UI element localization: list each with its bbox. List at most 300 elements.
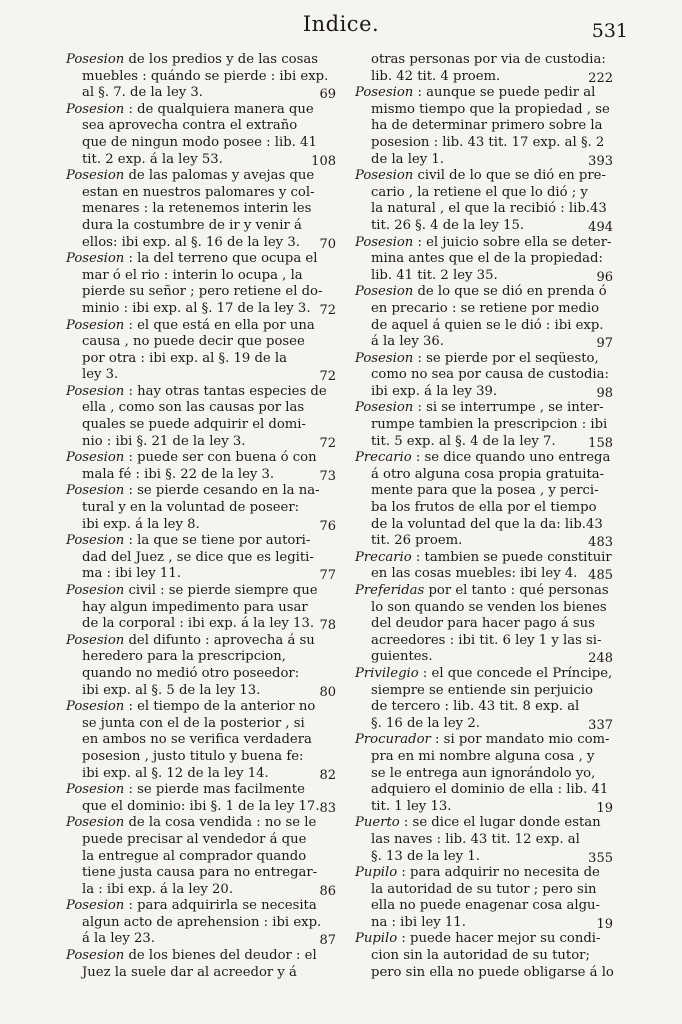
entry-line [355,699,613,716]
index-entry [355,583,613,666]
entry-line [66,69,336,86]
entry-line [66,849,336,866]
entry-line [355,367,613,384]
entry-text: : la del terreno que ocupa el [124,251,318,267]
index-entry [66,102,336,168]
entry-line [66,915,336,932]
entry-page-ref: 73 [319,468,336,484]
entry-text: tural y en la voluntad de poseer: [82,500,300,516]
entry-text: posesion : lib. 43 tit. 17 exp. al §. 2 [371,134,605,150]
entry-text: á otro alguna cosa propia gratuita- [371,466,605,482]
entry-text: mala fé : ibi §. 22 de la ley 3. [82,466,275,482]
entry-page-ref: 72 [319,369,336,385]
entry-line [355,965,613,982]
entry-line [66,517,336,534]
entry-text: que de ningun modo posee : lib. 41 [82,134,317,150]
entry-line [355,69,613,86]
entry-text: muebles : quándo se pierde : ibi exp. [82,68,329,84]
entry-text: otras personas por via de custodia: [371,52,606,67]
entry-line [355,882,613,899]
index-entry [66,782,336,815]
entry-line [355,102,613,119]
entry-headword: Puerto [355,815,400,831]
entry-text: mar ó el rio : interin lo ocupa , la [82,267,303,283]
entry-line [355,749,613,766]
index-entry [66,583,336,633]
entry-text: : el tiempo de la anterior no [124,699,316,715]
entry-line [355,865,613,882]
index-entry [355,815,613,865]
entry-text: : tambien se puede constituir [411,549,612,565]
index-entry [66,52,336,102]
entry-page-ref: 69 [319,87,336,103]
entry-text: : puede ser con buena ó con [124,450,317,466]
entry-text: hay algun impedimento para usar [82,599,308,615]
entry-headword: Pupilo [355,931,398,947]
entry-line [355,915,613,932]
entry-line [355,500,613,517]
entry-line [355,301,613,318]
entry-line [66,732,336,749]
entry-page-ref: 494 [588,219,613,235]
entry-line [66,683,336,700]
entry-line [355,716,613,733]
entry-line [355,600,613,617]
entry-line [66,832,336,849]
entry-page-ref: 96 [596,269,613,285]
entry-text: §. 13 de la ley 1. [371,848,480,864]
entry-text: ella , como son las causas por las [82,400,305,416]
entry-headword: Posesion [66,251,125,267]
entry-headword: Procurador [355,732,431,748]
entry-text: : puede hacer mejor su condi- [397,931,601,947]
index-column-right [355,52,613,981]
entry-line [355,384,613,401]
index-entry [355,284,613,350]
entry-line [66,450,336,467]
entry-line [355,251,613,268]
index-entry [355,400,613,450]
entry-line [355,185,613,202]
entry-text: : si por mandato mio com- [430,732,610,748]
entry-text: : hay otras tantas especies de [124,383,327,399]
entry-headword: Precario [355,549,412,565]
entry-text: adquiero el dominio de ella : lib. 41 [371,782,609,798]
entry-text: de las palomas y avejas que [124,168,315,184]
entry-text: tit. 2 exp. á la ley 53. [82,151,223,167]
entry-text: acreedores : ibi tit. 6 ley 1 y las si- [371,632,602,648]
entry-text: quales se puede adquirir el domi- [82,417,306,433]
entry-line [355,948,613,965]
entry-line [355,351,613,368]
entry-text: tit. 26 §. 4 de la ley 15. [371,217,525,233]
entry-text: por otra : ibi exp. al §. 19 de la [82,350,287,366]
entry-line [66,749,336,766]
index-entry [66,251,336,317]
entry-line [66,52,336,69]
index-entry [66,168,336,251]
index-entry [355,450,613,550]
entry-text: ibi exp. á la ley 8. [82,516,200,532]
entry-headword: Posesion [66,699,125,715]
entry-line [355,550,613,567]
entry-text: por el tanto : qué personas [424,583,609,598]
entry-line [66,483,336,500]
index-entry [66,898,336,948]
entry-text: de aquel á quien se le dió : ibi exp. [371,317,604,333]
entry-line [355,168,613,185]
entry-line [355,118,613,135]
entry-headword: Posesion [355,85,414,101]
entry-headword: Preferidas [355,583,425,598]
entry-headword: Posesion [66,317,125,333]
entry-text: : la que se tiene por autori- [124,533,311,549]
entry-line [66,931,336,948]
index-entry [66,450,336,483]
entry-line [66,85,336,102]
entry-headword: Posesion [355,234,414,250]
index-entry [355,168,613,234]
index-entry [355,865,613,931]
entry-headword: Posesion [66,533,125,549]
entry-headword: Posesion [66,898,125,914]
entry-line [66,500,336,517]
running-header-title: Indice. [302,12,380,36]
entry-line [355,218,613,235]
entry-text: ha de determinar primero sobre la [371,118,603,134]
entry-text: de lo que se dió en prenda ó [413,284,607,300]
entry-text: siempre se entiende sin perjuicio [371,682,593,698]
entry-headword: Posesion [66,383,125,399]
entry-line [66,268,336,285]
entry-text: cario , la retiene el que lo dió ; y [371,184,588,200]
entry-text: la natural , el que la recibió : lib.43 [371,201,607,217]
entry-page-ref: 248 [588,651,613,667]
entry-page-ref: 108 [311,153,336,169]
entry-line [355,649,613,666]
index-entry [355,85,613,168]
entry-text: : se pierde mas facilmente [124,782,305,798]
index-entry [355,550,613,583]
entry-line [66,799,336,816]
entry-line [66,948,336,965]
entry-text: se le entrega aun ignorándolo yo, [371,765,596,781]
entry-text: heredero para la prescripcion, [82,649,286,665]
entry-headword: Posesion [66,782,125,798]
entry-text: lo son quando se venden los bienes [371,599,607,615]
entry-text: na : ibi ley 11. [371,914,466,930]
entry-line [66,400,336,417]
entry-headword: Posesion [66,168,125,184]
entry-line [355,799,613,816]
entry-headword: Posesion [66,583,125,598]
entry-headword: Posesion [66,52,125,67]
entry-text: : se pierde por el seqüesto, [413,350,599,366]
entry-line [355,849,613,866]
entry-line [66,235,336,252]
entry-text: rumpe tambien la prescripcion : ibi [371,417,608,433]
entry-text: como no sea por causa de custodia: [371,367,609,383]
entry-text: mente para que la posea , y perci- [371,483,599,499]
entry-line [355,52,613,69]
entry-headword: Posesion [66,632,125,648]
entry-page-ref: 83 [319,800,336,816]
index-entry [66,699,336,782]
entry-line [66,616,336,633]
entry-text: : el que concede el Príncipe, [418,665,613,681]
index-entry [355,666,613,732]
entry-line [355,417,613,434]
entry-text: : para adquirirla se necesita [124,898,317,914]
entry-line [355,616,613,633]
entry-text: : aunque se puede pedir al [413,85,596,101]
entry-text: causa , no puede decir que posee [82,334,305,350]
entry-text: dad del Juez , se dice que es legiti- [82,549,314,565]
entry-text: mismo tiempo que la propiedad , se [371,101,610,117]
entry-page-ref: 82 [319,767,336,783]
entry-text: : se dice el lugar donde estan [399,815,601,831]
entry-line [66,965,336,982]
entry-line [355,318,613,335]
entry-text: : si se interrumpe , se inter- [413,400,604,416]
entry-headword: Pupilo [355,865,398,881]
entry-text: se junta con el de la posterior , si [82,715,305,731]
entry-page-ref: 485 [588,568,613,584]
entry-headword: Posesion [66,948,125,964]
entry-line [355,517,613,534]
entry-headword: Posesion [355,350,414,366]
entry-line [355,450,613,467]
entry-text: guientes. [371,649,433,665]
entry-page-ref: 80 [319,684,336,700]
entry-text: tit. 1 ley 13. [371,798,452,814]
entry-line [355,268,613,285]
entry-text: tiene justa causa para no entregar- [82,865,318,881]
entry-page-ref: 72 [319,435,336,451]
entry-text: ibi exp. á la ley 39. [371,383,498,399]
entry-line [66,168,336,185]
entry-text: pra en mi nombre alguna cosa , y [371,748,595,764]
entry-page-ref: 72 [319,302,336,318]
entry-text: la autoridad de su tutor ; pero sin [371,881,597,897]
entry-text: ella no puede enagenar cosa algu- [371,898,600,914]
entry-page-ref: 76 [319,518,336,534]
entry-text: ma : ibi ley 11. [82,566,181,582]
entry-text: tit. 5 exp. al §. 4 de la ley 7. [371,433,556,449]
entry-line [355,334,613,351]
entry-text: posesion , justo titulo y buena fe: [82,748,304,764]
entry-text: dura la costumbre de ir y venir á [82,217,302,233]
index-column-left [66,52,336,981]
entry-line [66,600,336,617]
entry-line [66,218,336,235]
entry-text: al §. 7. de la ley 3. [82,85,203,101]
entry-line [66,898,336,915]
entry-text: : se pierde cesando en la na- [124,483,320,499]
entry-line [66,782,336,799]
entry-headword: Posesion [355,400,414,416]
entry-headword: Posesion [66,101,125,117]
entry-line [66,566,336,583]
entry-line [66,185,336,202]
entry-page-ref: 78 [319,618,336,634]
entry-text: la entregue al comprador quando [82,848,307,864]
entry-line [66,716,336,733]
entry-text: las naves : lib. 43 tit. 12 exp. al [371,831,580,847]
index-entry [355,931,613,981]
entry-headword: Posesion [66,450,125,466]
entry-text: minio : ibi exp. al §. 17 de la ley 3. [82,300,311,316]
entry-text: ley 3. [82,367,119,383]
index-entry [355,351,613,401]
entry-line [355,201,613,218]
entry-line [66,367,336,384]
entry-text: de los bienes del deudor : el [124,948,317,964]
entry-headword: Posesion [355,284,414,300]
entry-line [66,434,336,451]
entry-text: estan en nuestros palomares y col- [82,184,315,200]
entry-text: que el dominio: ibi §. 1 de la ley 17. [82,798,320,814]
index-entry [66,318,336,384]
index-entry [66,633,336,699]
index-entry [66,384,336,450]
entry-text: mina antes que el de la propiedad: [371,251,603,267]
entry-text: puede precisar al vendedor á que [82,831,307,847]
entry-page-ref: 393 [588,153,613,169]
entry-headword: Posesion [355,168,414,184]
index-entry [355,732,613,815]
entry-page-ref: 86 [319,883,336,899]
index-entry [66,815,336,898]
entry-line [355,683,613,700]
entry-line [66,467,336,484]
entry-page-ref: 98 [596,385,613,401]
entry-line [355,284,613,301]
entry-line [66,135,336,152]
entry-line [66,533,336,550]
index-entry [355,52,613,85]
entry-text: Juez la suele dar al acreedor y á [82,964,297,980]
entry-line [355,732,613,749]
entry-text: de los predios y de las cosas [124,52,318,67]
entry-line [355,235,613,252]
entry-line [355,533,613,550]
entry-line [66,417,336,434]
entry-page-ref: 19 [596,916,613,932]
entry-line [66,334,336,351]
entry-text: tit. 26 proem. [371,533,463,549]
entry-headword: Posesion [66,483,125,499]
entry-text: : el que está en ella por una [124,317,315,333]
entry-text: : de qualquiera manera que [124,101,314,117]
entry-line [355,898,613,915]
entry-text: á la ley 23. [82,931,155,947]
entry-page-ref: 87 [319,933,336,949]
entry-line [355,400,613,417]
entry-text: ba los frutos de ella por el tiempo [371,500,597,516]
entry-page-ref: 483 [588,535,613,551]
entry-line [355,483,613,500]
entry-line [66,301,336,318]
entry-text: pierde su señor ; pero retiene el do- [82,284,323,300]
entry-text: nio : ibi §. 21 de la ley 3. [82,433,246,449]
entry-line [66,882,336,899]
entry-text: de la corporal : ibi exp. á la ley 13. [82,616,315,632]
entry-line [66,351,336,368]
entry-line [66,666,336,683]
entry-headword: Precario [355,450,412,466]
entry-text: civil de lo que se dió en pre- [413,168,606,184]
entry-line [355,467,613,484]
entry-text: la : ibi exp. á la ley 20. [82,881,234,897]
entry-text: ibi exp. al §. 5 de la ley 13. [82,682,261,698]
entry-page-ref: 222 [588,70,613,86]
entry-headword: Privilegio [355,665,419,681]
index-entry [355,235,613,285]
entry-line [66,384,336,401]
entry-line [66,766,336,783]
entry-text: en precario : se retiene por medio [371,300,600,316]
entry-text: §. 16 de la ley 2. [371,715,480,731]
entry-text: quando no medió otro poseedor: [82,665,300,681]
entry-line [355,85,613,102]
entry-line [66,633,336,650]
index-entry [66,948,336,981]
entry-page-ref: 70 [319,236,336,252]
entry-text: lib. 41 tit. 2 ley 35. [371,267,498,283]
entry-line [66,865,336,882]
entry-line [66,152,336,169]
entry-line [66,201,336,218]
entry-line [66,251,336,268]
entry-text: : el juicio sobre ella se deter- [413,234,612,250]
entry-headword: Posesion [66,815,125,831]
entry-line [355,815,613,832]
entry-line [66,102,336,119]
entry-line [355,766,613,783]
entry-text: pero sin ella no puede obligarse á lo [371,964,614,980]
entry-line [66,815,336,832]
entry-text: sea aprovecha contra el extraño [82,118,298,134]
entry-line [355,832,613,849]
entry-text: en las cosas muebles: ibi ley 4. [371,566,578,582]
page-number: 531 [591,20,628,42]
entry-line [355,633,613,650]
entry-line [66,284,336,301]
entry-text: de la voluntad del que la da: lib.43 [371,516,603,532]
entry-text: del difunto : aprovecha á su [124,632,315,648]
entry-text: de la cosa vendida : no se le [124,815,317,831]
entry-page-ref: 158 [588,435,613,451]
entry-line [66,699,336,716]
entry-text: ellos: ibi exp. al §. 16 de la ley 3. [82,234,300,250]
entry-line [355,931,613,948]
index-entry [66,533,336,583]
entry-text: á la ley 36. [371,334,444,350]
entry-line [66,118,336,135]
entry-line [66,583,336,600]
entry-text: menares : la retenemos interin les [82,201,312,217]
entry-page-ref: 77 [319,568,336,584]
entry-line [355,135,613,152]
entry-line [66,649,336,666]
entry-text: de la ley 1. [371,151,444,167]
entry-page-ref: 355 [588,850,613,866]
entry-text: : para adquirir no necesita de [397,865,600,881]
entry-text: : se dice quando uno entrega [411,450,611,466]
entry-line [355,434,613,451]
entry-page-ref: 337 [588,717,613,733]
